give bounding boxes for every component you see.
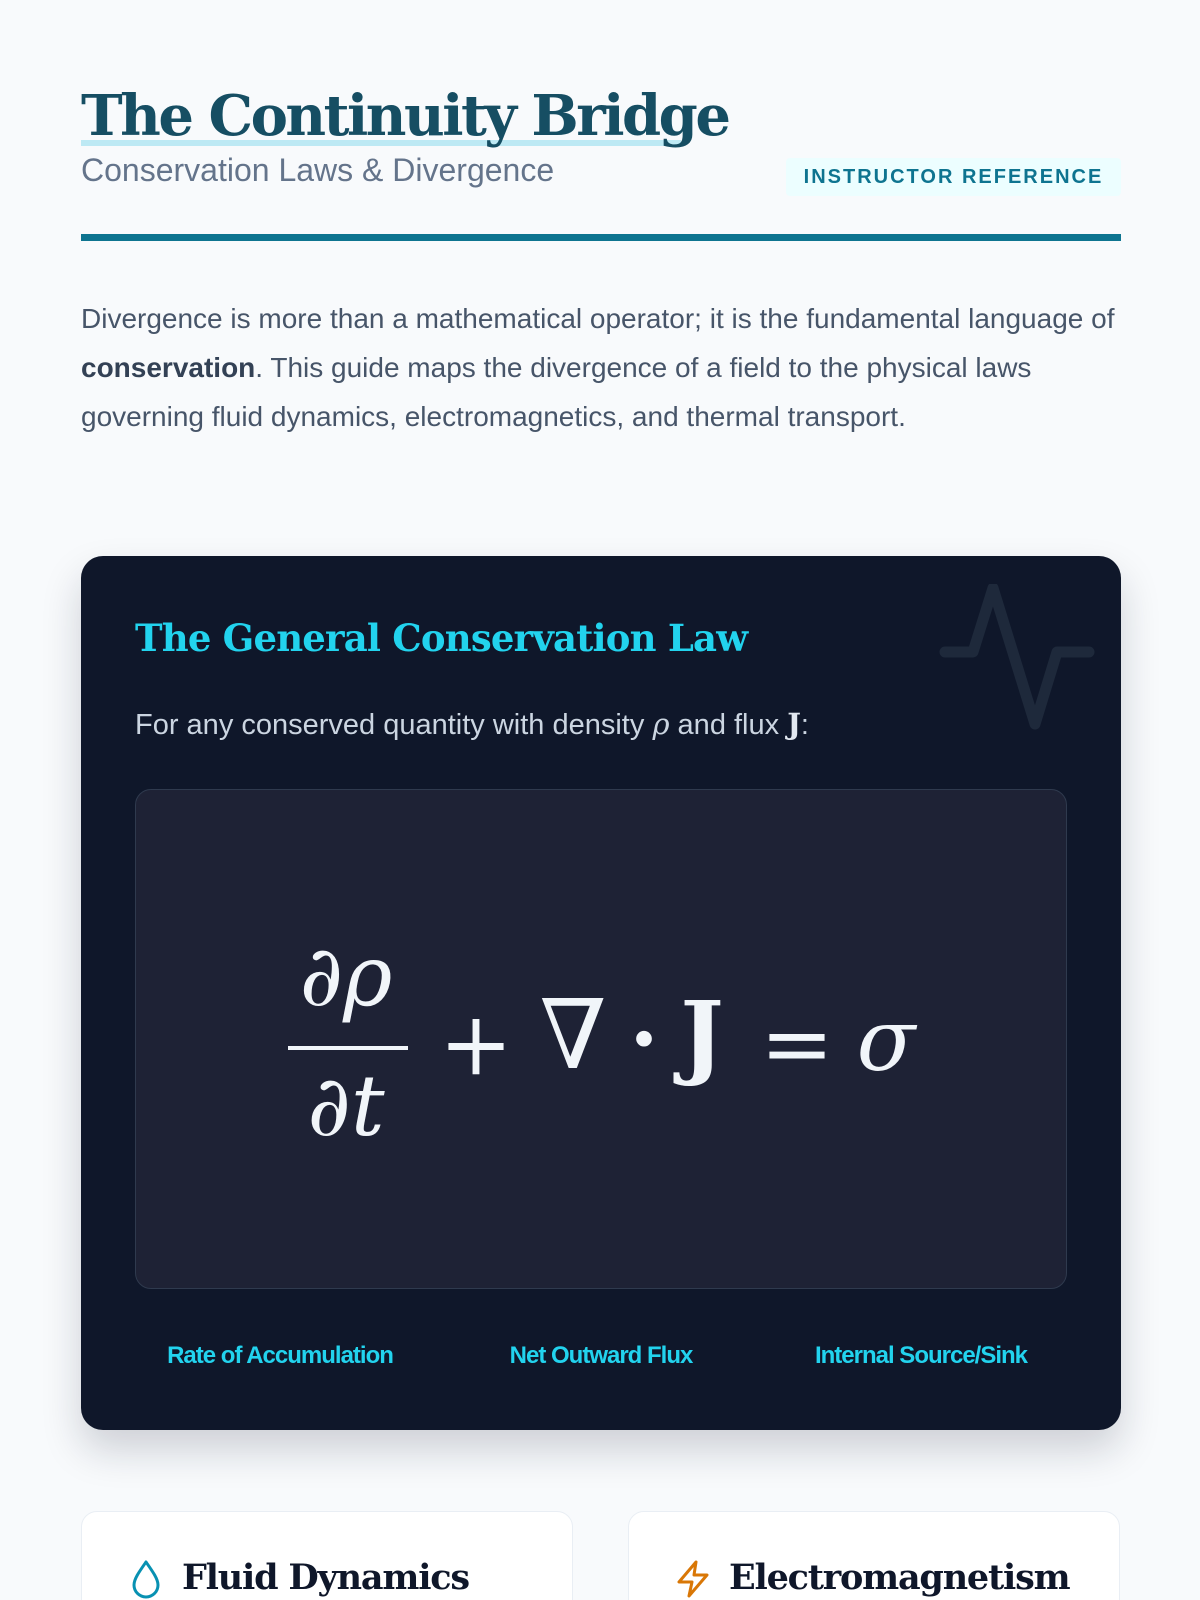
page-title: The Continuity Bridge — [81, 83, 729, 149]
description-text-middle: and flux — [669, 709, 788, 741]
conservation-equation — [136, 790, 1068, 1290]
formula-source: σ — [856, 991, 916, 1091]
conservation-law-card — [81, 556, 1121, 1430]
domain-card-title: Fluid Dynamics — [182, 1557, 469, 1598]
formula-equals: = — [760, 992, 834, 1095]
domain-card-fluid-dynamics — [81, 1511, 573, 1600]
intro-emphasis: conservation — [81, 352, 256, 383]
intro-paragraph — [81, 294, 1121, 441]
term-label-source-sink: Internal Source/Sink — [814, 1342, 1028, 1369]
droplet-icon — [126, 1559, 166, 1599]
formula-nabla: ∇ — [539, 979, 607, 1091]
formula-panel — [135, 789, 1067, 1289]
law-card-title: The General Conservation Law — [135, 616, 748, 660]
page-header — [81, 0, 1121, 242]
header-divider — [81, 234, 1121, 241]
term-label-accumulation: Rate of Accumulation — [167, 1342, 393, 1369]
description-text-end: : — [800, 709, 809, 741]
formula-denominator: ∂t — [307, 1057, 385, 1155]
formula-numerator: ∂ρ — [299, 927, 393, 1025]
density-symbol: ρ — [652, 707, 670, 741]
term-label-net-flux: Net Outward Flux — [509, 1342, 693, 1369]
instructor-reference-badge: INSTRUCTOR REFERENCE — [786, 158, 1121, 196]
lightning-bolt-icon — [673, 1559, 713, 1599]
formula-dot: · — [629, 989, 659, 1088]
domain-card-electromagnetism — [628, 1511, 1120, 1600]
formula-plus: + — [439, 992, 513, 1095]
intro-text-end: . This guide maps the divergence of a field to the physical laws governing fluid dynamics, electromagnetics, and thermal transport. — [81, 352, 1032, 432]
formula-flux: J — [680, 981, 724, 1089]
intro-text-start: Divergence is more than a mathematical operator; it is the fundamental language of — [81, 303, 1115, 334]
flux-symbol: J — [787, 707, 801, 741]
formula-term-labels — [135, 1336, 1067, 1376]
domain-card-title: Electromagnetism — [729, 1557, 1070, 1598]
activity-pulse-icon — [939, 584, 1099, 744]
page-subtitle: Conservation Laws & Divergence — [81, 152, 555, 188]
law-card-description — [135, 704, 809, 745]
description-text-start: For any conserved quantity with density — [135, 709, 653, 741]
